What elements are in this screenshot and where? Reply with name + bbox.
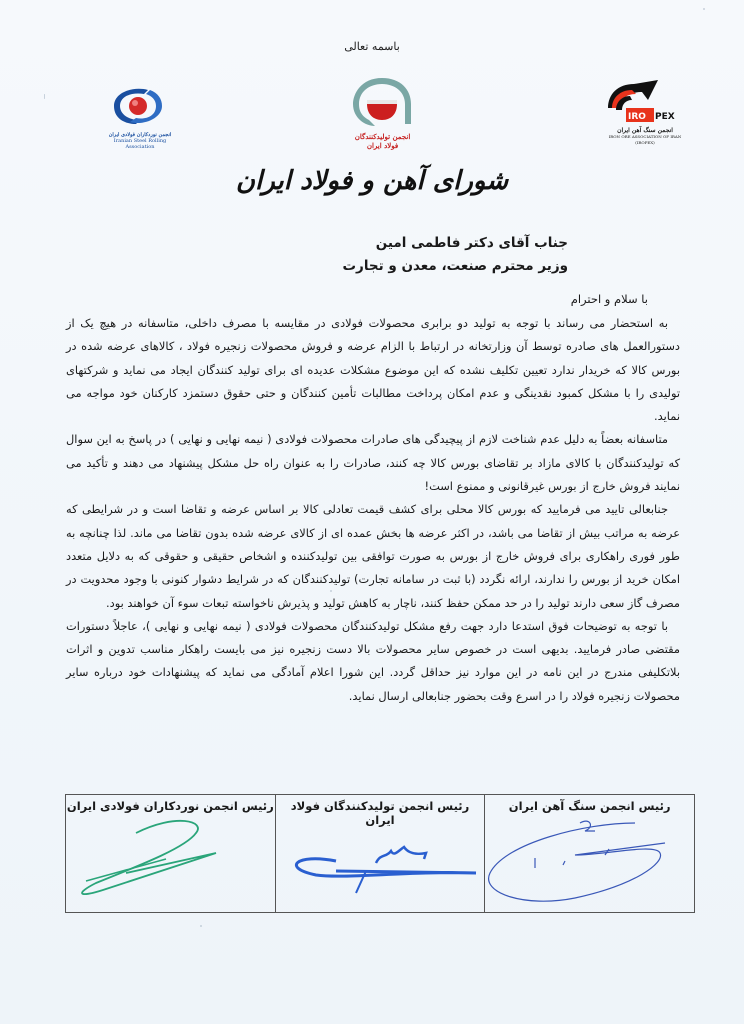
- logo-left-caption: انجمن نوردکاران فولادی ایران: [108, 132, 172, 138]
- signature-cell-iron-ore: [484, 795, 694, 912]
- logo-center-caption-1: انجمن تولیدکنندگان: [354, 132, 411, 141]
- crucible-emblem-icon: [345, 76, 420, 128]
- addressee-position: وزیر محترم صنعت، معدن و تجارت: [342, 258, 568, 274]
- signatory-title: رئیس انجمن تولیدکنندگان فولاد ایران: [290, 799, 470, 827]
- signatory-title: رئیس انجمن نوردکاران فولادی ایران: [66, 799, 274, 813]
- logo-steel-producers-association: [345, 76, 420, 151]
- letter-body: [66, 312, 680, 708]
- signatory-title: رئیس انجمن سنگ آهن ایران: [508, 799, 671, 813]
- paragraph: با توجه به توضیحات فوق استدعا دارد جهت رفع مشکل تولیدکنندگان محصولات فولادی ( نیمه نهایی و نهایی )، عاجلاً دستورات مقتضی صادر فرمایید. بدیهی است در خصوص سایر محصولات بالا دست زنجیره نیز می بایست راهکار مناسب تدوین و اثرات بلاتکلیفی مندرج در این نامه در این موارد نیز حداقل گردد. این شورا اعلام آمادگی می نماید که پیشنهادات خود درباره سایر محصولات زنجیره فولاد را در اسرع وقت بحضور جنابعالی ارسال نماید.: [66, 618, 680, 703]
- greeting: با سلام و احترام: [570, 292, 648, 306]
- signature-icon: [66, 813, 276, 909]
- svg-text:PEX: PEX: [655, 112, 675, 122]
- bismillah-heading: باسمه تعالی: [344, 40, 400, 53]
- logo-right-caption: انجمن سنگ آهن ایران: [617, 127, 673, 134]
- logo-steel-rolling-association: [100, 84, 180, 150]
- paragraph: متاسفانه بعضاً به دلیل عدم شناخت لازم از پیچیدگی های صادرات محصولات فولادی ( نیمه نهایی و نهایی ) در پاسخ به این سوال که تولیدکنندگان با کالای مازاد بر تقاضای بورس کالا چه کنند، صادرات را به عنوان راه حل مشکل پیشنهاد می دهند و تأکید می نمایند فروش خارج از بورس غیرقانونی و ممنوع است!: [66, 432, 680, 494]
- addressee-block: [342, 232, 568, 278]
- addressee-name: جناب آقای دکتر فاطمی امین: [375, 235, 568, 251]
- signature-cell-steel-rolling: [66, 795, 275, 912]
- logo-center-caption-2: فولاد ایران: [366, 141, 399, 150]
- paragraph: جنابعالی تایید می فرمایید که بورس کالا محلی برای کشف قیمت تعادلی کالا بر اساس عرضه و تقاضا است و در شرایطی که عرضه به مراتب بیش از تقاضا می باشد، در اکثر عرضه ها بخش عمده ای از کالای عرضه شده بدون تقاضا می ماند. لذا چنانچه به طور فوری راهکاری برای فروش خارج از بورس به صورت توافقی بین تولیدکننده و اشخاص حقیقی و حقوقی که به دلایل متعدد امکان خرید از بورس را ندارند، ارائه نگردد (با ثبت در سامانه تجارت) تولیدکنندگان که در شرایط دشوار کنونی با وجود محدویت در مصرف گاز سعی دارند تولید را در حد ممکن حفظ کنند، ناچار به کاهش تولید و پذیرش ناخواسته تبعات سوء آن خواهند بود.: [66, 502, 680, 610]
- paragraph: به استحضار می رساند با توجه به تولید دو برابری محصولات فولادی در مقایسه با مصرف داخلی، متاسفانه در هیچ یک از دستورالعمل های صادره توسط آن وزارتخانه در ارتباط با الزام عرضه و فروش محصولات زنجیره فولاد ، کالاهای عرضه شده در بورس کالا که خریدار ندارد تعیین تکلیف نشده که این موضوع مشکلات عدیده ای برای تولید کنندگان ایجاد می نماید و شرکتهای تولیدی را با مشکل کمبود نقدینگی و عدم امکان پرداخت مطالبات تأمین کنندگان و حتی حقوق دستمزد کارکنان خود مواجه می نماید.: [66, 316, 680, 424]
- logo-right-caption-en: IRON ORE ASSOCIATION OF IRAN (IROPEX): [608, 134, 682, 145]
- signature-icon: [276, 813, 486, 909]
- eye-emblem-icon: [100, 84, 180, 128]
- signature-table: [65, 794, 695, 913]
- council-title: شورای آهن و فولاد ایران: [235, 166, 509, 196]
- iropex-emblem-icon: [600, 78, 690, 124]
- signature-cell-steel-producers: [275, 795, 485, 912]
- logo-iropex: [600, 78, 690, 150]
- svg-text:IRO: IRO: [628, 112, 646, 122]
- logo-left-caption-en: Iranian Steel Rolling Association: [113, 138, 167, 150]
- signature-icon: [485, 813, 695, 909]
